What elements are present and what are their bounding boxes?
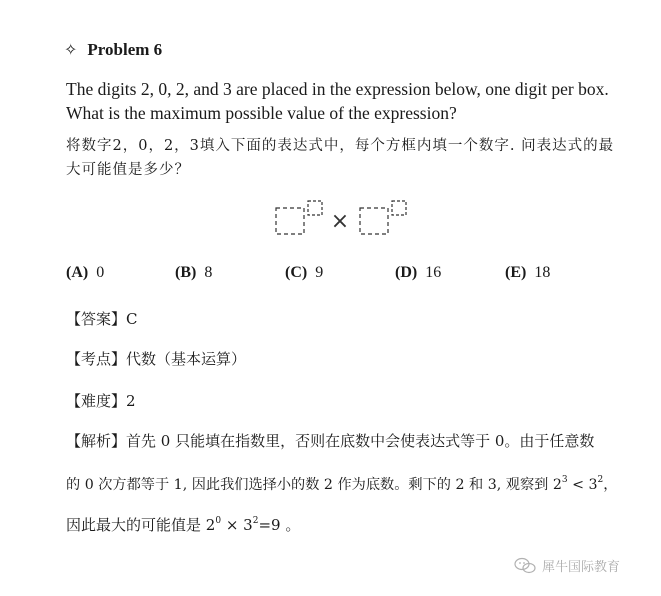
question-cn-line-2: 大可能值是多少？ — [66, 162, 190, 178]
answer-value: C — [126, 310, 138, 328]
problem-header — [64, 40, 162, 60]
question-cn-line-1: 将数字2，0，2，3填入下面的表达式中，每个方框内填一个数字. 问表达式的最 — [66, 138, 615, 154]
question-en-line-2: What is the maximum possible value of the expression? — [66, 103, 457, 123]
answer-line — [66, 308, 138, 330]
watermark — [514, 556, 620, 575]
base-box-1 — [276, 208, 304, 234]
choice-e: (E) 18 — [505, 264, 551, 281]
base-box-2 — [360, 208, 388, 234]
diamond-icon: ✧ — [64, 40, 78, 59]
solution-line-1: 【解析】首先 0 只能填在指数里，否则在底数中会使表达式等于 0。由于任意数 — [66, 432, 595, 450]
times-operator: × — [330, 209, 350, 234]
topic-line — [66, 348, 246, 370]
problem-title: Problem 6 — [87, 40, 163, 59]
solution-label: 【解析】 — [66, 432, 127, 450]
expression-svg — [272, 196, 412, 240]
difficulty-label: 【难度】 — [66, 392, 127, 410]
topic-label: 【考点】 — [66, 350, 127, 368]
question-en-line-1: The digits 2, 0, 2, and 3 are placed in the expression below, one digit per box. — [66, 79, 609, 99]
topic-value: 代数（基本运算） — [126, 350, 247, 368]
choice-d: (D) 16 — [395, 264, 442, 281]
answer-label: 【答案】 — [66, 310, 127, 328]
watermark-text: 犀牛国际教育 — [542, 560, 621, 575]
wechat-icon — [514, 557, 536, 575]
answer-choices — [66, 262, 586, 284]
difficulty-line — [66, 390, 136, 412]
difficulty-value: 2 — [126, 392, 136, 410]
choice-a: (A) 0 — [66, 264, 105, 281]
expression-diagram — [272, 196, 412, 240]
choice-c: (C) 9 — [285, 264, 324, 281]
solution-line-2: 的 0 次方都等于 1, 因此我们选择小的数 2 作为底数。剩下的 2 和 3, 观察到 $2^3 < 3^2$， — [66, 475, 618, 493]
exponent-box-1 — [308, 201, 322, 215]
solution-line-3: 因此最大的可能值是 $2^0 \times 3^2=9$ 。 — [66, 516, 301, 534]
choice-b: (B) 8 — [175, 264, 213, 281]
exponent-box-2 — [392, 201, 406, 215]
